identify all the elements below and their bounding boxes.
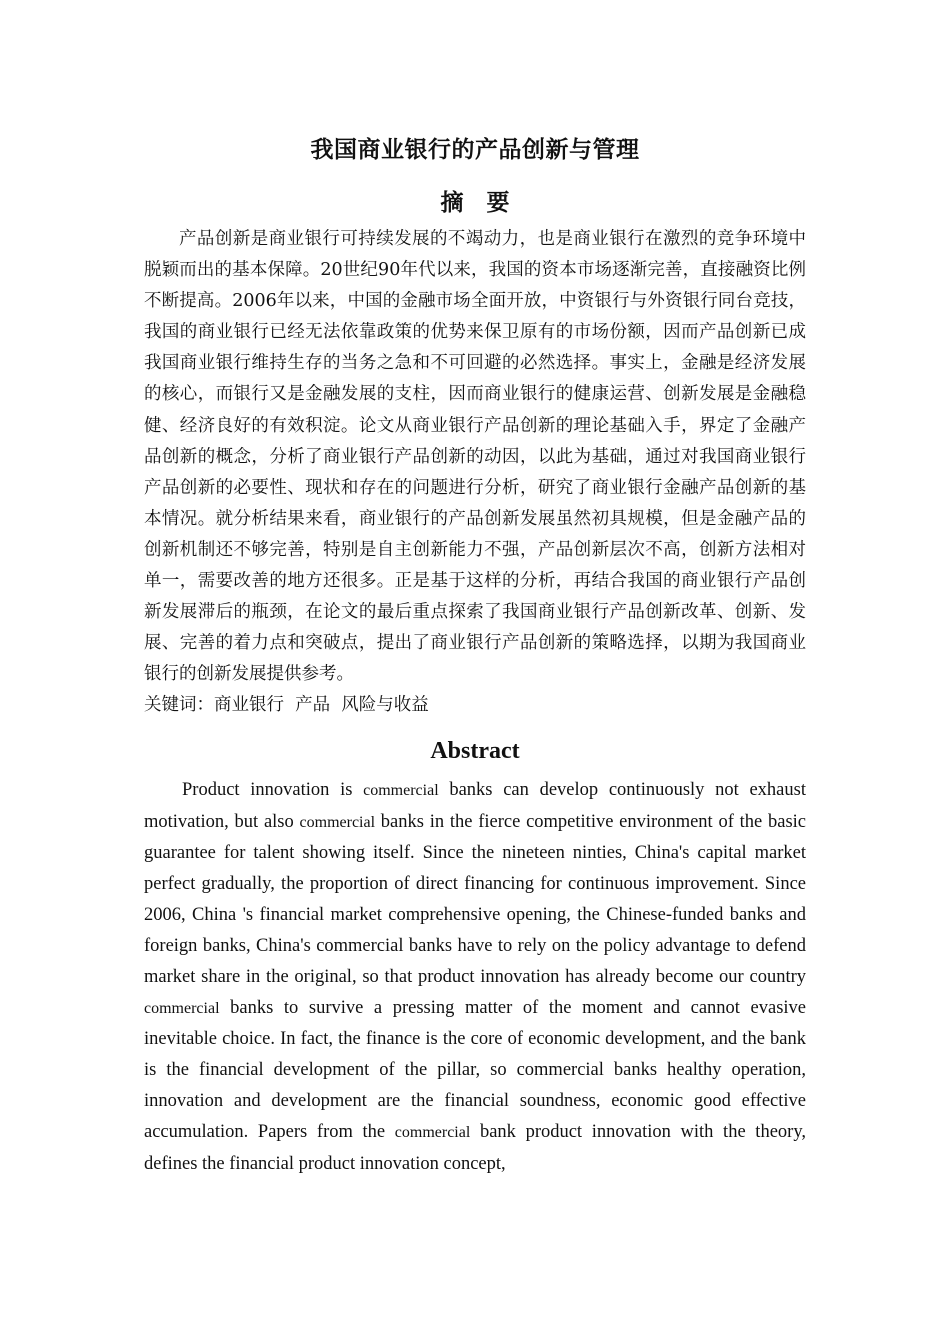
keywords-value: 商业银行 产品 风险与收益 bbox=[214, 695, 429, 716]
en-text-part: commercial bbox=[299, 813, 376, 831]
en-text-part: Product innovation is bbox=[182, 780, 364, 801]
abstract-heading-en: Abstract bbox=[430, 738, 520, 765]
document-page bbox=[144, 128, 806, 1180]
abstract-paragraph-en bbox=[144, 775, 806, 1179]
en-text-part: commercial bbox=[144, 1000, 220, 1018]
en-text-part: banks to survive a pressing matter of the moment and cannot evasive inevitable choice. In fact, the finance is the core of economic development, and the bank is the financial development of the pillar, so commercial banks healthy operation, innovation and development are the financial soundness, economic good effective accumulation. Papers from the bbox=[144, 998, 806, 1143]
keywords-line bbox=[144, 690, 806, 721]
document-title: 我国商业银行的产品创新与管理 bbox=[310, 137, 640, 163]
en-text-part: banks in the fierce competitive environment of the basic guarantee for talent showing itself. Since the nineteen ninties, China's capital market perfect gradually, the proportion of direct financing for continuous improvement. Since 2006, China 's financial market comprehensive opening, the Chinese-funded banks and foreign banks, China's commercial banks have to rely on the policy advantage to defend market share in the original, so that product innovation has already become our country bbox=[144, 811, 806, 987]
en-text-part: commercial bbox=[394, 1124, 471, 1142]
en-text-part: bank product innovation with the theory, defines the financial product innovation concept, bbox=[144, 1122, 806, 1174]
keywords-label: 关键词： bbox=[144, 695, 214, 716]
abstract-heading-cn: 摘 要 bbox=[440, 190, 510, 216]
en-text-part: commercial bbox=[363, 782, 439, 800]
abstract-paragraph-cn: 产品创新是商业银行可持续发展的不竭动力，也是商业银行在激烈的竞争环境中脱颖而出的基本保障。20世纪90年代以来，我国的资本市场逐渐完善，直接融资比例不断提高。2006年以来，中国的金融市场全面开放，中资银行与外资银行同台竞技，我国的商业银行已经无法依靠政策的优势来保卫原有的市场份额，因而产品创新已成我国商业银行维持生存的当务之急和不可回避的必然选择。事实上，金融是经济发展的核心，而银行又是金融发展的支柱，因而商业银行的健康运营、创新发展是金融稳健、经济良好的有效积淀。论文从商业银行产品创新的理论基础入手，界定了金融产品创新的概念，分析了商业银行产品创新的动因，以此为基础，通过对我国商业银行产品创新的必要性、现状和存在的问题进行分析，研究了商业银行金融产品创新的基本情况。就分析结果来看，商业银行的产品创新发展虽然初具规模，但是金融产品的创新机制还不够完善，特别是自主创新能力不强，产品创新层次不高，创新方法相对单一，需要改善的地方还很多。正是基于这样的分析，再结合我国的商业银行产品创新发展滞后的瓶颈，在论文的最后重点探索了我国商业银行产品创新改革、创新、发展、完善的着力点和突破点，提出了商业银行产品创新的策略选择，以期为我国商业银行的创新发展提供参考。 bbox=[144, 229, 806, 685]
en-text-part: banks can develop continuously not exhaust motivation, but also bbox=[144, 780, 806, 832]
